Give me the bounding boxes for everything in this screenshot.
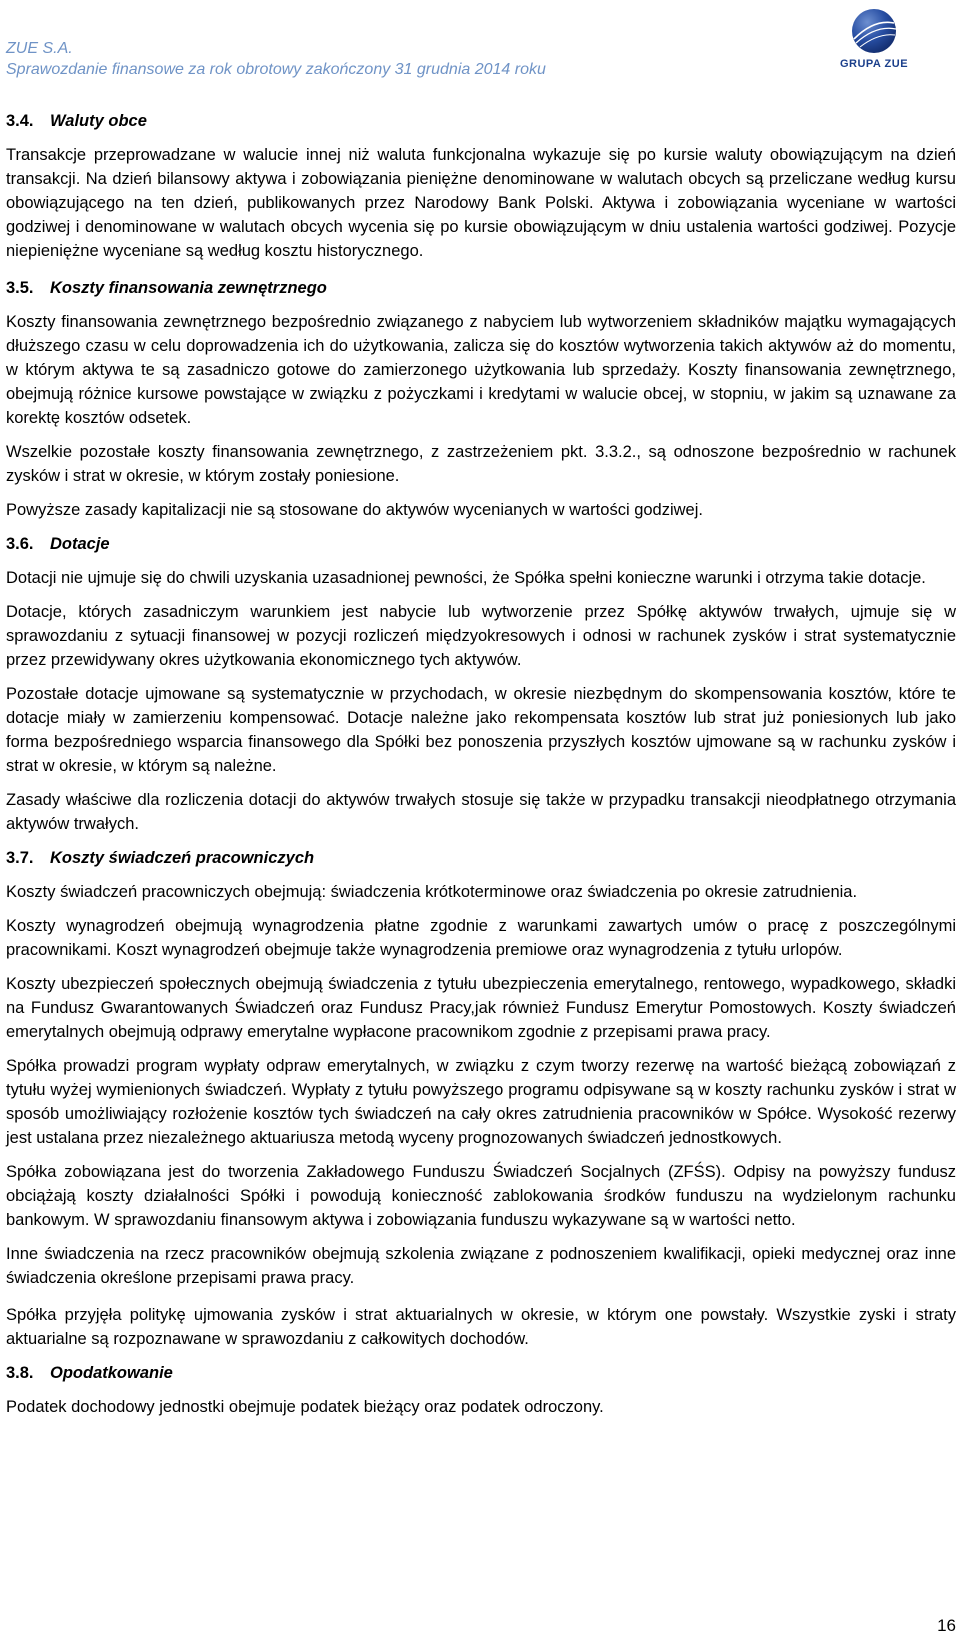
paragraph: Pozostałe dotacje ujmowane są systematycznie w przychodach, w okresie niezbędnym do skompensowania kosztów, które te dotacje miały w zamierzeniu kompensować. Dotacje należne jako rekompensata kosztów lub strat już poniesionych lub jako forma bezpośredniego wsparcia finansowego dla Spółki bez ponoszenia przyszłych kosztów ujmowane są w rachunku zysków i strat w okresie, w którym są należne.	[6, 685, 956, 775]
paragraph: Inne świadczenia na rzecz pracowników obejmują szkolenia związane z podnoszeniem kwalifikacji, opieki medycznej oraz inne świadczenia określone przepisami prawa pracy.	[6, 1245, 956, 1287]
paragraph: Dotacji nie ujmuje się do chwili uzyskania uzasadnionej pewności, że Spółka spełni konieczne warunki i otrzyma takie dotacje.	[6, 569, 926, 587]
paragraph: Spółka przyjęła politykę ujmowania zysków i strat aktuarialnych w okresie, w którym one powstały. Wszystkie zyski i straty aktuarialne są rozpoznawane w sprawozdaniu z całkowitych dochodów.	[6, 1306, 956, 1348]
grupa-zue-logo	[834, 5, 914, 75]
globe-icon	[834, 5, 914, 61]
paragraph: Koszty świadczeń pracowniczych obejmują: świadczenia krótkoterminowe oraz świadczenia po okresie zatrudnienia.	[6, 883, 858, 901]
paragraph: Spółka zobowiązana jest do tworzenia Zakładowego Funduszu Świadczeń Socjalnych (ZFŚS). Odpisy na powyższy fundusz obciążają koszty działalności Spółki i powodują konieczność zablokowania środków funduszu na wydzielonym rachunku bankowym. W sprawozdaniu finansowym aktywa i zobowiązania funduszu wykazywane są w wartości netto.	[6, 1163, 956, 1229]
logo-label: GRUPA ZUE	[839, 58, 909, 70]
paragraph: Dotacje, których zasadniczym warunkiem jest nabycie lub wytworzenie przez Spółkę aktywów trwałych, ujmuje się w sprawozdaniu z sytuacji finansowej w pozycji rozliczeń międzyokresowych i odnosi w rachunek zysków i strat systematycznie przez przewidywany okres użytkowania ekonomicznego tych aktywów.	[6, 603, 956, 669]
section-heading: 3.4. Waluty obce	[6, 112, 147, 130]
paragraph: Spółka prowadzi program wypłaty odpraw emerytalnych, w związku z czym tworzy rezerwę na wartość bieżącą zobowiązań z tytułu wyżej wymienionych świadczeń. Wypłaty z tytułu powyższego programu odpisywane są w koszty rachunku zysków i strat w sposób umożliwiający rozłożenie kosztów tych świadczeń na cały okres zatrudnienia pracowników w Spółce. Wysokość rezerwy jest ustalana przez niezależnego aktuariusza metodą wyceny prognozowanych świadczeń jednostkowych.	[6, 1057, 956, 1147]
section-heading: 3.5. Koszty finansowania zewnętrznego	[6, 279, 327, 297]
paragraph: Zasady właściwe dla rozliczenia dotacji do aktywów trwałych stosuje się także w przypadku transakcji nieodpłatnego otrzymania aktywów trwałych.	[6, 791, 956, 833]
section-heading: 3.7. Koszty świadczeń pracowniczych	[6, 849, 315, 867]
document-body	[6, 109, 956, 1419]
page-number: 16	[937, 1616, 956, 1635]
paragraph: Powyższe zasady kapitalizacji nie są stosowane do aktywów wycenianych w wartości godziwej.	[6, 501, 703, 519]
section-heading: 3.8. Opodatkowanie	[6, 1364, 173, 1382]
section-heading: 3.6. Dotacje	[6, 535, 110, 553]
paragraph: Wszelkie pozostałe koszty finansowania zewnętrznego, z zastrzeżeniem pkt. 3.3.2., są odnoszone bezpośrednio w rachunek zysków i strat w okresie, w którym zostały poniesione.	[6, 443, 956, 485]
paragraph: Transakcje przeprowadzane w walucie innej niż waluta funkcjonalna wykazuje się po kursie waluty obowiązującym na dzień transakcji. Na dzień bilansowy aktywa i zobowiązania pieniężne denominowane w walutach obcych są przeliczane według kursu obowiązującego na ten dzień, publikowanych przez Narodowy Bank Polski. Aktywa i zobowiązania wyceniane w wartości godziwej i denominowane w walutach obcych wycenia się po kursie obowiązującym w dniu ustalenia wartości godziwej. Pozycje niepieniężne wyceniane są według kosztu historycznego.	[6, 146, 956, 260]
page-header	[6, 38, 546, 80]
paragraph: Koszty ubezpieczeń społecznych obejmują świadczenia z tytułu ubezpieczenia emerytalnego, rentowego, wypadkowego, składki na Fundusz Gwarantowanych Świadczeń oraz Fundusz Pracy,jak również Fundusz Emerytur Pomostowych. Koszty świadczeń emerytalnych obejmują odprawy emerytalne wypłacone pracownikom zgodnie z przepisami prawa pracy.	[6, 975, 956, 1041]
company-name: ZUE S.A.	[6, 40, 73, 57]
paragraph: Koszty finansowania zewnętrznego bezpośrednio związanego z nabyciem lub wytworzeniem składników majątku wymagających dłuższego czasu w celu doprowadzenia ich do użytkowania, zalicza się do kosztów wytworzenia takich aktywów aż do momentu, w którym aktywa te są zasadniczo gotowe do zamierzonego użytkowania lub sprzedaży. Koszty finansowania zewnętrznego, obejmują różnice kursowe powstające w związku z pożyczkami i kredytami w walucie obcej, w stopniu, w jakim są uznawane za korektę kosztów odsetek.	[6, 313, 956, 427]
report-title: Sprawozdanie finansowe za rok obrotowy zakończony 31 grudnia 2014 roku	[6, 61, 546, 78]
paragraph: Podatek dochodowy jednostki obejmuje podatek bieżący oraz podatek odroczony.	[6, 1398, 604, 1416]
paragraph: Koszty wynagrodzeń obejmują wynagrodzenia płatne zgodnie z warunkami zawartych umów o pracę z poszczególnymi pracownikami. Koszt wynagrodzeń obejmuje także wynagrodzenia premiowe oraz wynagrodzenia z tytułu urlopów.	[6, 917, 956, 959]
